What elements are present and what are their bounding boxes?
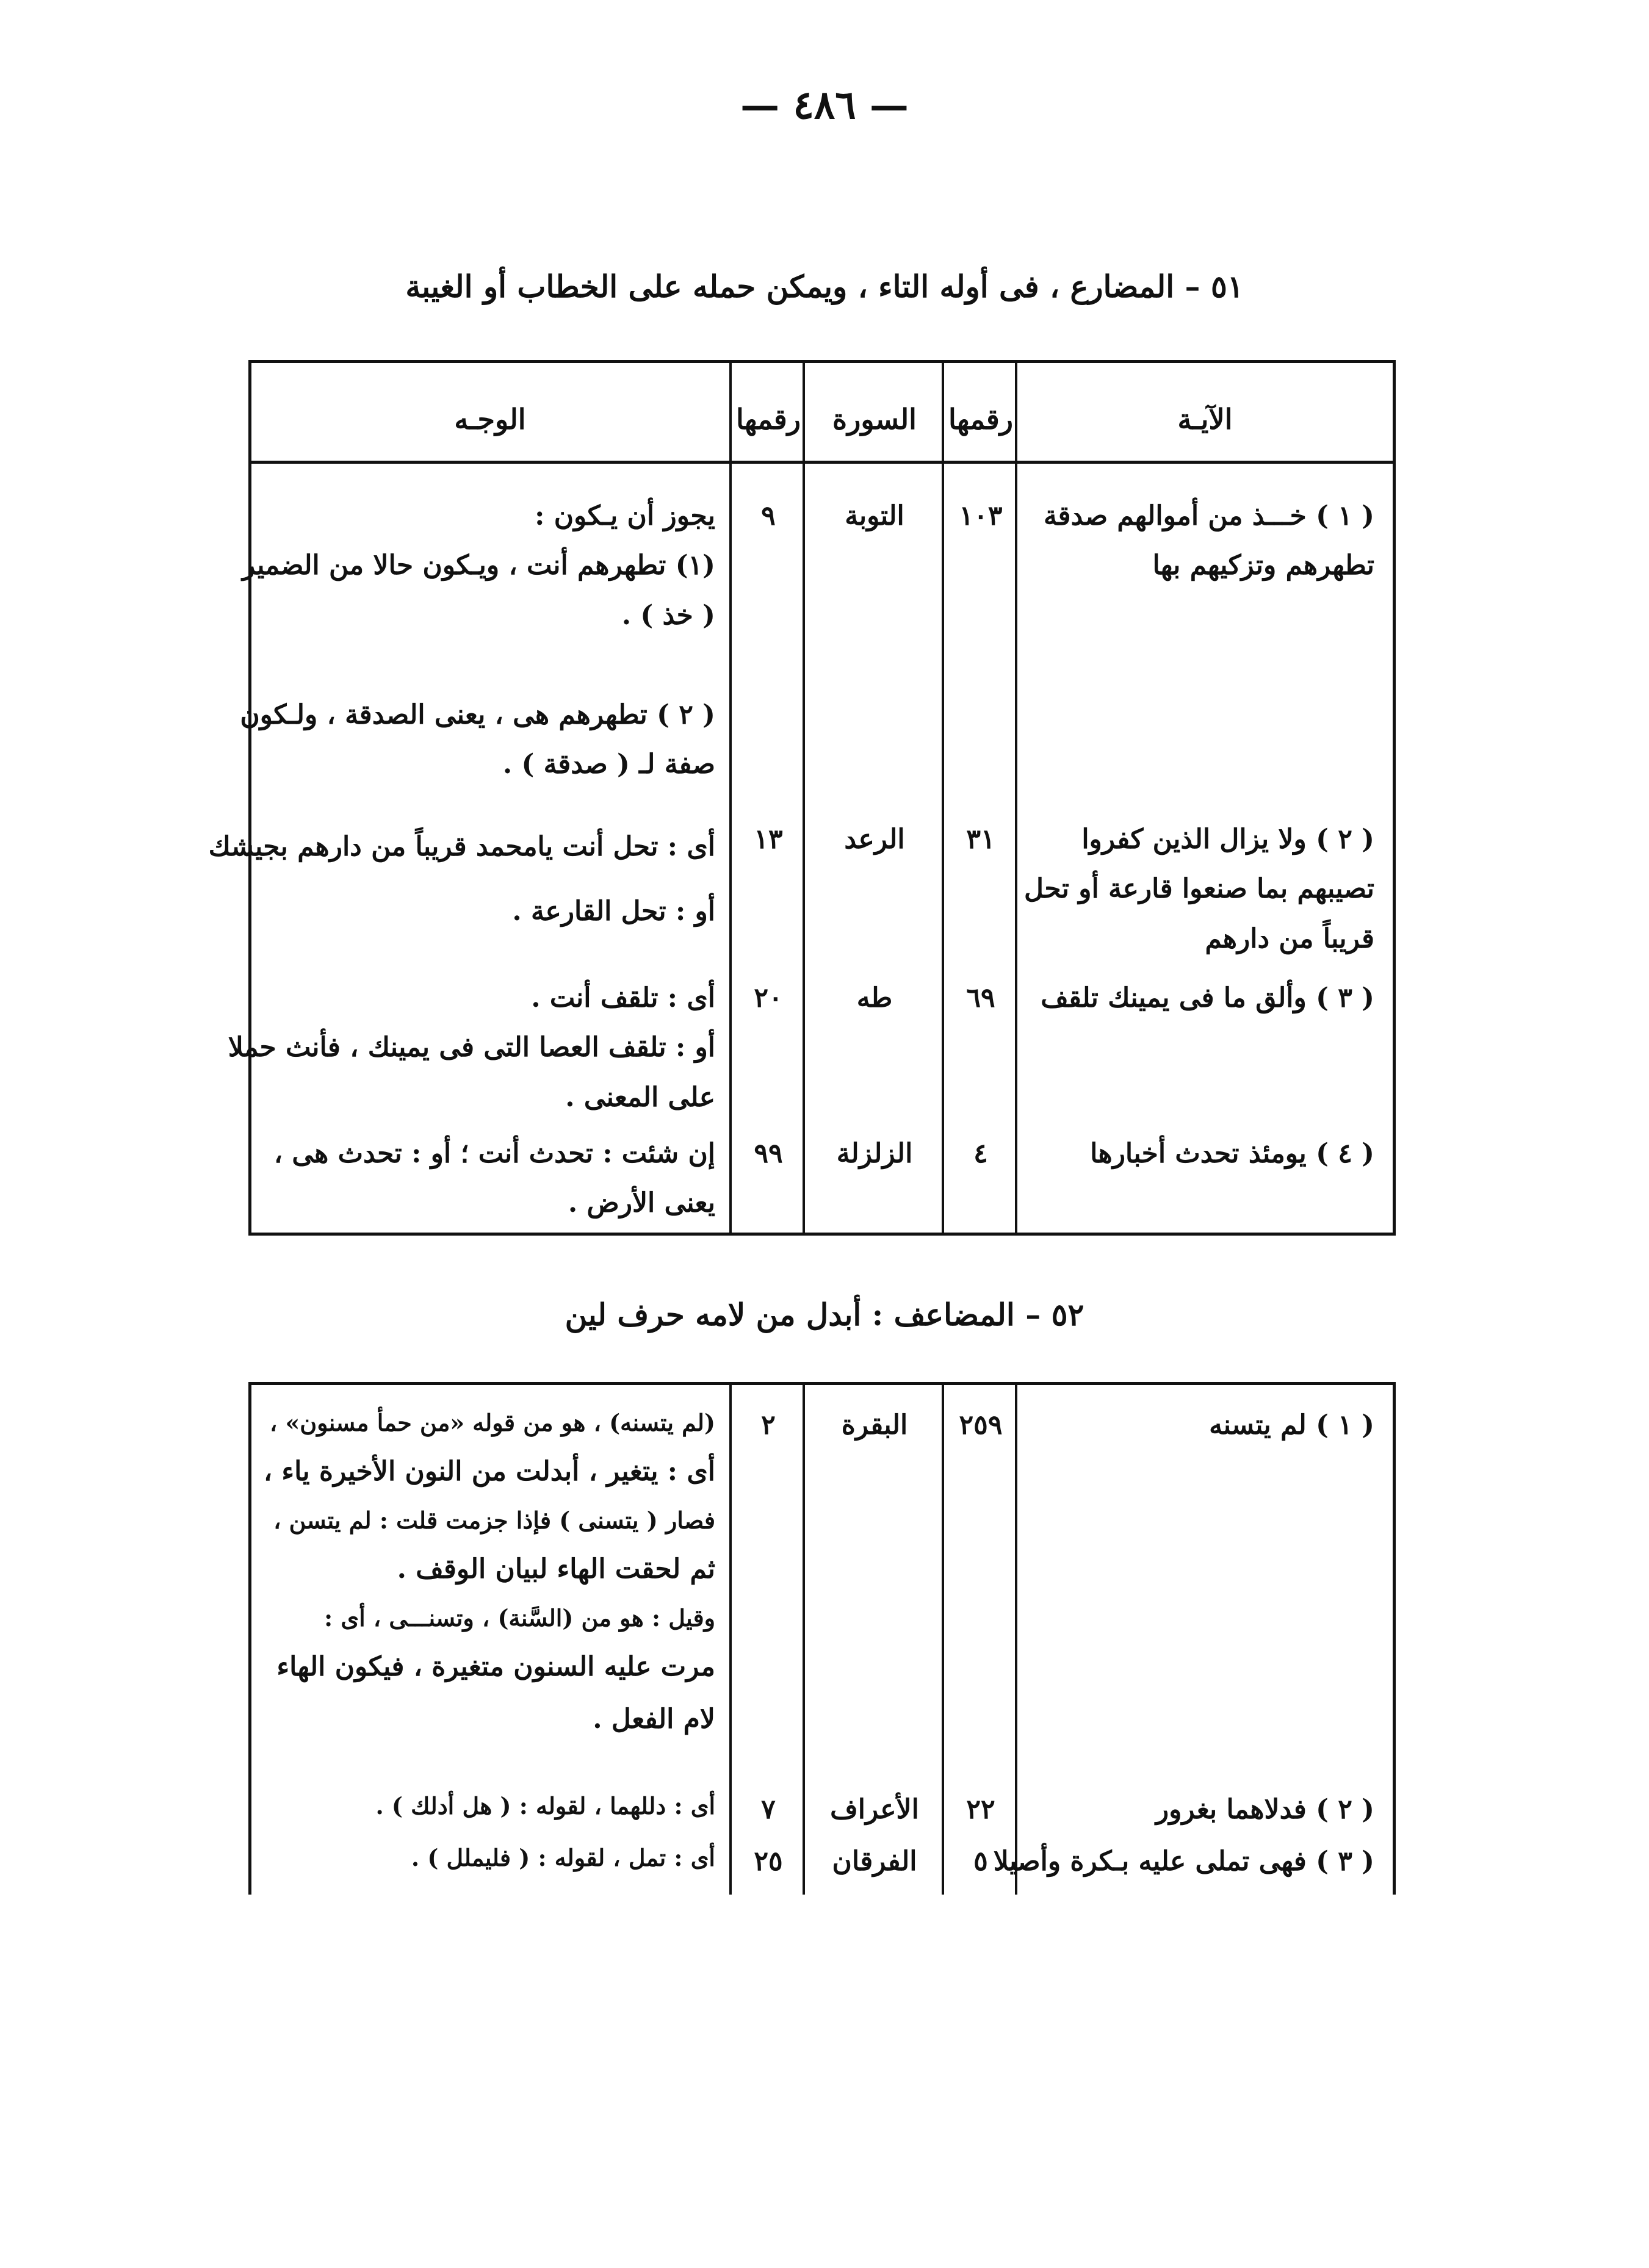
table-row-3-surah-no: ٢٥ — [754, 1846, 783, 1877]
table-row-3-verse: ( ٣ ) وألق ما فى يمينك تلقف — [1041, 982, 1374, 1013]
table-row-2-surah-no: ١٣ — [754, 824, 783, 855]
header-rule — [251, 461, 1393, 464]
table-row-1-verse: ( ١ ) خـــذ من أموالهم صدقة تطهرهم وتزكيهم بها — [1043, 500, 1374, 581]
header-verse: الآيـة — [1177, 403, 1233, 436]
section-52-table — [248, 1382, 1396, 1895]
table-row-1-surah-no: ٩ — [761, 500, 776, 531]
table-row-1-verse: ( ١ ) لم يتسنه — [1209, 1409, 1374, 1441]
table-row-4-verse-no: ٤ — [973, 1138, 988, 1169]
table-row-1-surah: البقرة — [841, 1409, 908, 1441]
table-row-2-verse: ( ٢ ) ولا يزال الذين كفروا تصيبهم بما صنعوا قارعة أو تحل قريباً من دارهم — [1024, 824, 1374, 954]
table-row-2-verse: ( ٢ ) فدلاهما بغرور — [1155, 1794, 1374, 1825]
section-51-title: ٥١ – المضارع ، فى أوله التاء ، ويمكن حمله على الخطاب أو الغيبة — [405, 268, 1244, 304]
table-row-4-aspect: إن شئت : تحدث أنت ؛ أو : تحدث هى ، يعنى الأرض . — [273, 1138, 715, 1219]
table-row-2-aspect: أى : تحل أنت يامحمد قريباً من دارهم بجيشك أو : تحل القارعة . — [208, 831, 715, 927]
table-row-1-surah-no: ٢ — [761, 1409, 776, 1441]
section-52-title: ٥٢ – المضاعف : أبدل من لامه حرف لين — [565, 1297, 1084, 1333]
table-row-2-surah: الأعراف — [830, 1794, 919, 1825]
table-row-2-verse-no: ٣١ — [966, 824, 995, 855]
header-aspect: الوجـه — [454, 403, 526, 436]
table-row-4-surah: الزلزلة — [836, 1138, 913, 1169]
table-row-3-verse: ( ٣ ) فهى تملى عليه بـكرة وأصيلا — [993, 1846, 1374, 1877]
table-row-1-surah: التوبة — [845, 500, 904, 531]
table-row-3-surah-no: ٢٠ — [754, 982, 783, 1013]
table-row-3-aspect: أى : تلقف أنت . أو : تلقف العصا التى فى يمينك ، فأنث حملا على المعنى . — [228, 982, 715, 1113]
table-row-1-aspect: (لم يتسنه) ، هو من قوله «من حمأ مسنون» ، أى : يتغير ، أبدلت من النون الأخيرة ياء ، فصار ( يتسنى ) فإذا جزمت قلت : لم يتسن ، ثم لحقت الهاء لبيان الوقف . وقيل : هو من (السَّنة) ، وتسنـــى ، أى : مرت عليه السنون متغيرة ، فيكون الهاء لام الفعل . — [263, 1409, 715, 1735]
table-row-3-verse-no: ٦٩ — [966, 982, 995, 1013]
page-number: — ٤٨٦ — — [740, 82, 909, 128]
table-row-4-surah-no: ٩٩ — [754, 1138, 783, 1169]
header-surah-no: رقمها — [735, 403, 801, 436]
table-row-3-surah: طه — [856, 982, 893, 1013]
header-surah: السورة — [832, 403, 917, 436]
table-row-1-aspect: يجوز أن يـكون : (١) تطهرهم أنت ، ويـكون حالا من الضمير ( خذ ) . ( ٢ ) تطهرهم هى ، يعنى الصدقة ، ولـكون صفة لـ ( صدقة ) . — [240, 500, 715, 780]
header-verse-no: رقمها — [948, 403, 1013, 436]
table-row-3-verse-no: ٥ — [973, 1846, 988, 1877]
table-row-3-aspect: أى : تمل ، لقوله : ( فليملل ) . — [411, 1844, 715, 1871]
table-row-1-verse-no: ١٠٣ — [959, 500, 1003, 531]
table-row-2-verse-no: ٢٢ — [966, 1794, 995, 1825]
table-row-2-aspect: أى : دللهما ، لقوله : ( هل أدلك ) . — [375, 1792, 715, 1820]
section-51-table — [208, 360, 1396, 1236]
table-row-4-verse: ( ٤ ) يومئذ تحدث أخبارها — [1090, 1138, 1374, 1169]
table-row-2-surah-no: ٧ — [761, 1794, 776, 1825]
table-row-2-surah: الرعد — [844, 824, 905, 855]
table-row-1-verse-no: ٢٥٩ — [959, 1409, 1003, 1441]
table-row-3-surah: الفرقان — [832, 1846, 917, 1877]
